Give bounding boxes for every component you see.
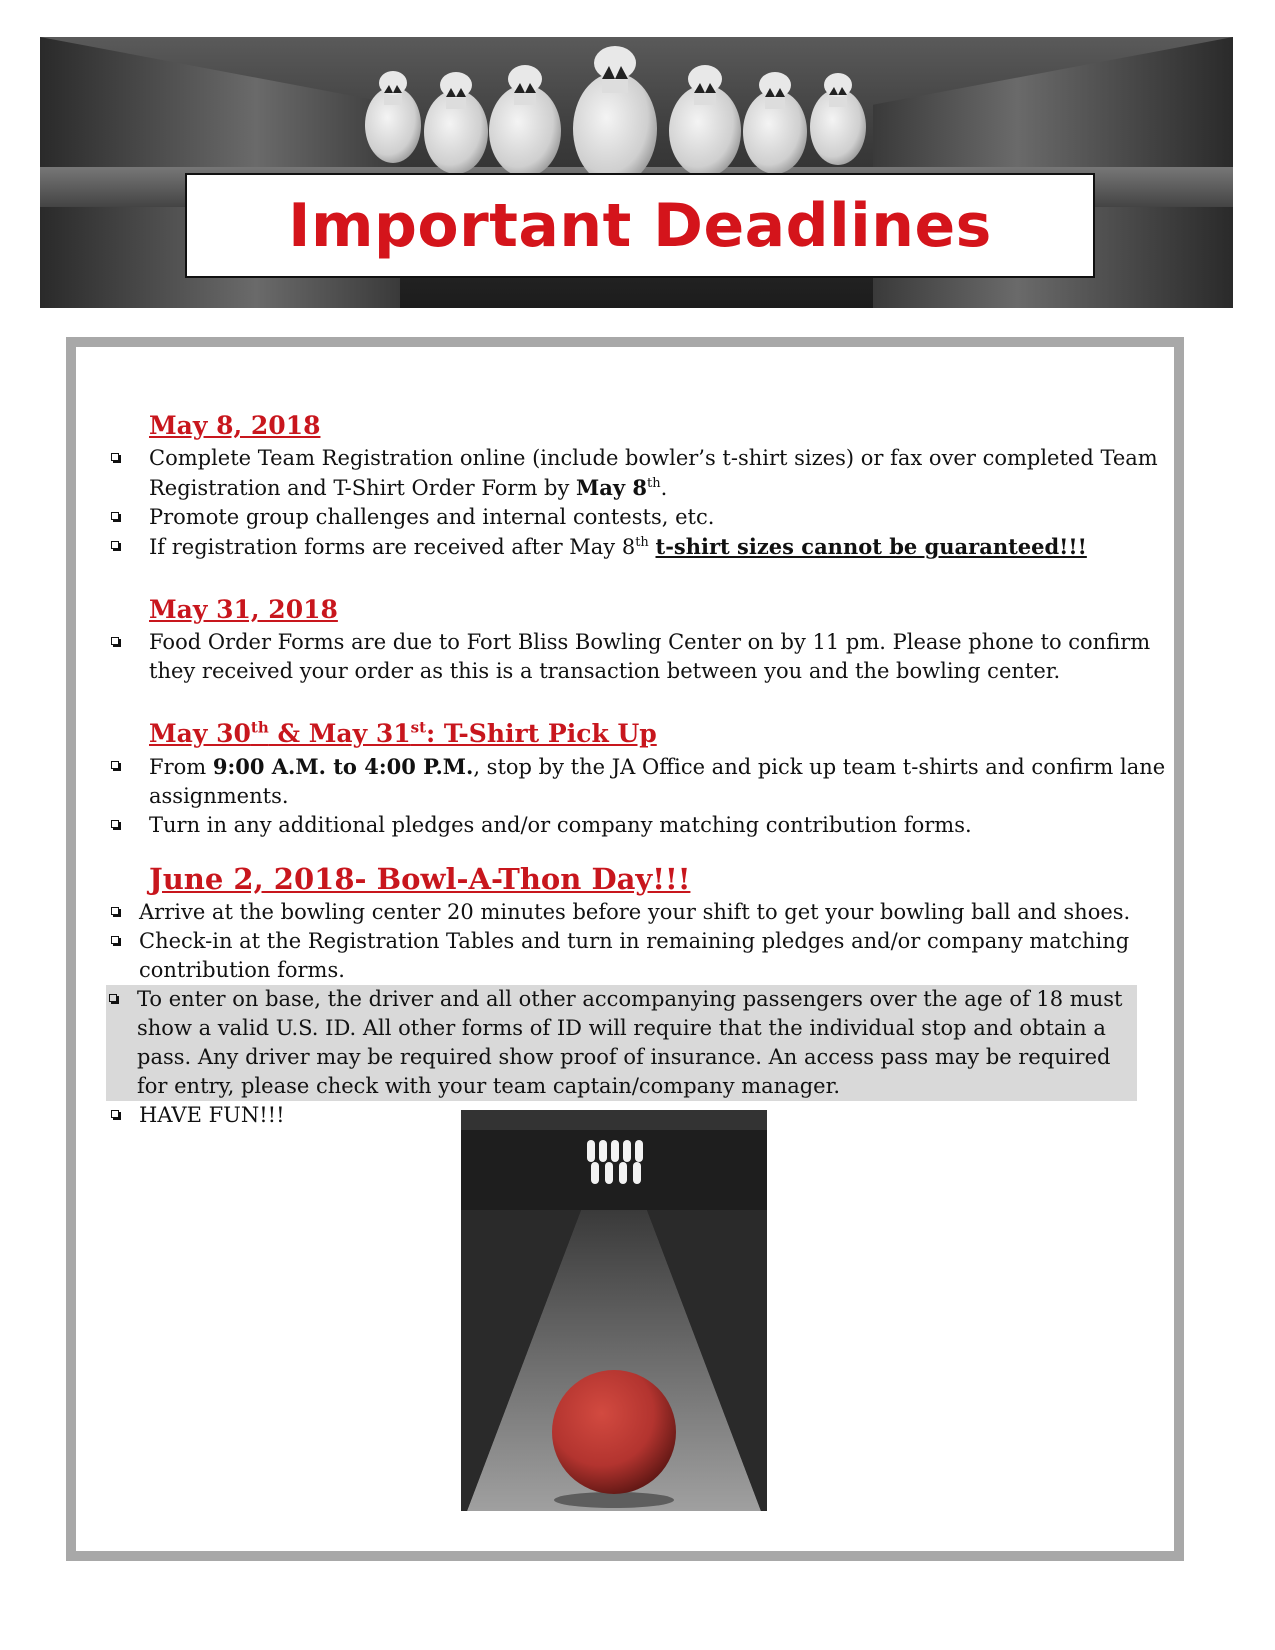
- spacer: [108, 562, 1168, 594]
- item-text: If registration forms are received after May 8: [149, 535, 636, 559]
- checkbox-bullet-icon: [111, 1110, 119, 1118]
- list-item: [108, 532, 1168, 562]
- item-text: Check-in at the Registration Tables and turn in remaining pledges and/or company matching contribution forms.: [139, 929, 1130, 982]
- list-item: [108, 927, 1168, 985]
- item-bold-text: 9:00 A.M. to 4:00 P.M.: [212, 754, 474, 779]
- heading-part: : T-Shirt Pick Up: [426, 719, 657, 748]
- item-emphasis-text: t-shirt sizes cannot be guaranteed!!!: [655, 534, 1087, 559]
- bowling-ball: [552, 1370, 676, 1494]
- pin-7: [810, 73, 866, 165]
- header-banner: [40, 37, 1233, 308]
- list-item: [108, 898, 1168, 927]
- title-box: [185, 173, 1095, 278]
- list-item: [108, 444, 1168, 503]
- bowling-lane-image: [461, 1110, 767, 1511]
- pin-1: [365, 71, 421, 163]
- pin-3: [489, 65, 561, 177]
- heading-part: May 30: [149, 719, 251, 748]
- list-item: [108, 811, 1168, 840]
- list-item: [108, 628, 1168, 686]
- item-text: Food Order Forms are due to Fort Bliss Bowling Center on by 11 pm. Please phone to confirm they received your order as this is a transaction between you and the bowling center.: [149, 630, 1151, 683]
- checkbox-bullet-icon: [111, 453, 119, 461]
- checkbox-bullet-icon: [109, 994, 117, 1002]
- item-superscript: th: [647, 476, 661, 491]
- item-text: Arrive at the bowling center 20 minutes before your shift to get your bowling ball and shoes.: [139, 900, 1131, 924]
- section-heading-tshirt-pickup: [149, 718, 1168, 750]
- item-text: From: [149, 755, 213, 779]
- pin-5: [669, 65, 741, 177]
- section-heading-bowl-a-thon-day: June 2, 2018- Bowl-A-Thon Day!!!: [149, 862, 691, 896]
- checkbox-bullet-icon: [111, 936, 119, 944]
- heading-superscript: st: [410, 718, 426, 737]
- page-title: Important Deadlines: [288, 190, 992, 261]
- pin-group: [365, 46, 866, 185]
- spacer: [108, 686, 1168, 718]
- checkbox-bullet-icon: [111, 907, 119, 915]
- checkbox-bullet-icon: [111, 637, 119, 645]
- item-text: , stop by the JA Office and pick up team t-shirts and confirm lane assignments.: [149, 755, 1166, 808]
- item-text: Turn in any additional pledges and/or company matching contribution forms.: [149, 813, 972, 837]
- checkbox-bullet-icon: [111, 761, 119, 769]
- list-item-highlighted: [106, 985, 1137, 1101]
- item-text: To enter on base, the driver and all other accompanying passengers over the age of 18 must show a valid U.S. ID. All other forms of ID will require that the individual stop and obtain a pass. Any driver may be required show proof of insurance. An access pass may be required for entry, please check with your team captain/company manager.: [137, 987, 1123, 1098]
- heading-superscript: th: [250, 718, 269, 737]
- pin-6: [743, 72, 807, 174]
- item-text: Promote group challenges and internal contests, etc.: [149, 505, 715, 529]
- bowling-lane-illustration: [461, 1110, 767, 1511]
- spacer: [108, 840, 1168, 862]
- checkbox-bullet-icon: [111, 512, 119, 520]
- deadlines-content: [108, 410, 1168, 1130]
- item-bold-text: May 8: [576, 475, 648, 500]
- item-text: .: [660, 476, 668, 500]
- heading-part: & May 31: [268, 719, 411, 748]
- section-heading-may-31: May 31, 2018: [149, 595, 338, 624]
- list-item: [108, 752, 1168, 811]
- pin-2: [424, 72, 488, 174]
- pin-4: [573, 46, 657, 185]
- item-text: Complete Team Registration online (include bowler’s t-shirt sizes) or fax over completed Team Registration and T-Shirt Order Form by: [149, 446, 1158, 500]
- section-heading-may-8: May 8, 2018: [149, 411, 321, 440]
- checkbox-bullet-icon: [111, 541, 119, 549]
- item-superscript: th: [635, 535, 649, 550]
- list-item: [108, 503, 1168, 532]
- checkbox-bullet-icon: [111, 820, 119, 828]
- item-text: HAVE FUN!!!: [139, 1103, 285, 1127]
